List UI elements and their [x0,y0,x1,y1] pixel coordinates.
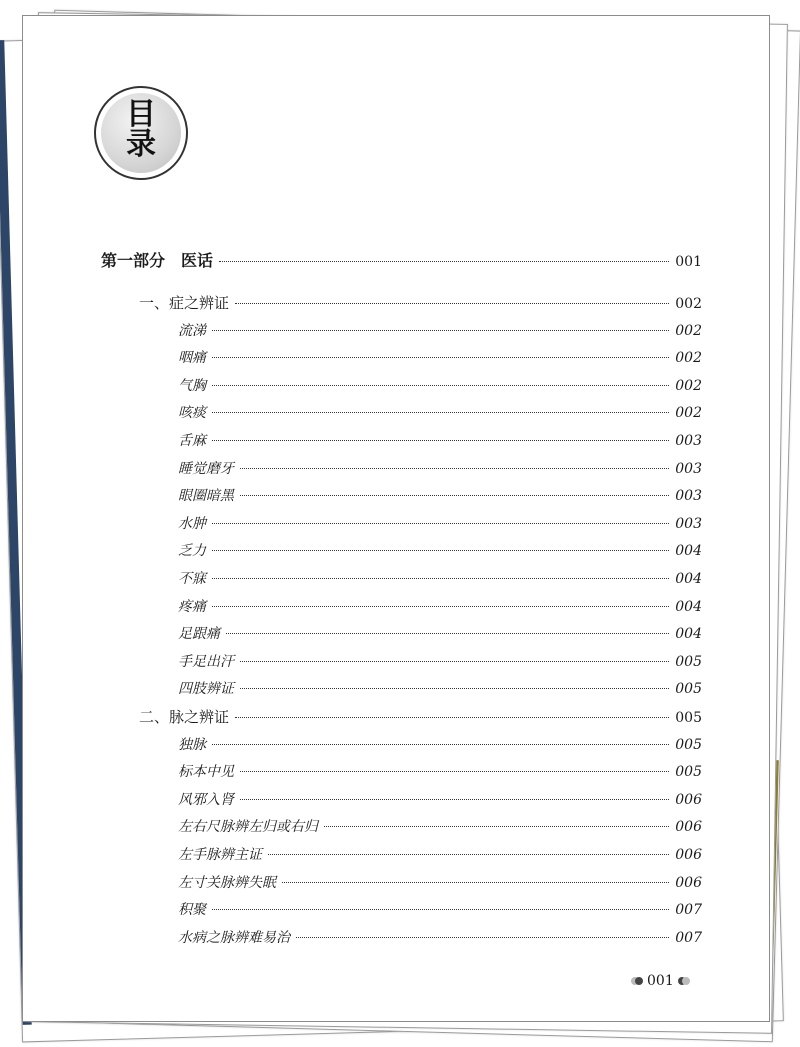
toc-entry-row[interactable] [178,568,702,588]
toc-entry-label: 二、脉之辨证 [139,708,230,726]
dot-leader [219,261,669,262]
toc-entry-row[interactable] [178,651,702,671]
toc-entry-label: 疼痛 [178,598,206,615]
ornament-icon [678,976,690,986]
toc-entry-label: 标本中见 [178,764,234,781]
toc-page-number: 001 [675,254,702,270]
toc-page-number: 006 [675,874,702,891]
toc-page-number: 003 [675,460,702,477]
toc-entry-row[interactable] [178,513,702,533]
dot-leader [240,799,669,800]
toc-page-number: 003 [675,433,702,449]
toc-page-number: 007 [675,929,702,946]
toc-page-number: 005 [675,764,702,781]
emblem-char-2: 录 [126,127,156,162]
toc-entry-row[interactable] [178,844,702,864]
toc-page-number: 004 [675,571,702,587]
toc-entry-row[interactable] [178,872,702,892]
toc-entry-label: 气胸 [178,377,206,394]
toc-page [22,15,770,1022]
toc-entry-label: 左手脉辨主证 [178,847,262,863]
toc-entry-label: 咽痛 [178,350,206,367]
dot-leader [324,826,669,827]
dot-leader [212,606,669,607]
toc-entry-row[interactable] [178,430,702,450]
toc-entry-label: 手足出汗 [178,653,234,670]
dot-leader [212,385,669,386]
toc-page-number: 002 [675,405,702,422]
toc-entry-label: 睡觉磨牙 [178,460,234,477]
toc-entry-label: 水病之脉辨难易治 [178,929,290,946]
dot-leader [240,771,669,772]
footer-page-number: 001 [647,973,674,989]
dot-leader [212,412,669,413]
toc-page-number: 004 [675,543,702,560]
toc-entry-row[interactable] [178,320,702,340]
toc-entry-row[interactable] [178,734,702,754]
table-of-contents [23,16,769,1021]
toc-page-number: 003 [675,515,702,532]
toc-entry-label: 四肢辨证 [178,681,234,698]
toc-entry-row[interactable] [178,899,702,919]
toc-section-row[interactable] [139,706,702,727]
toc-entry-row[interactable] [178,375,702,395]
toc-entry-label: 流涕 [178,322,206,339]
toc-page-number: 004 [675,598,702,615]
dot-leader [212,550,669,551]
dot-leader [235,717,669,718]
toc-page-number: 006 [675,791,702,808]
toc-entry-row[interactable] [178,596,702,616]
toc-page-number: 005 [675,681,702,698]
dot-leader [212,523,669,524]
toc-part-label: 第一部分 医话 [101,251,214,270]
toc-entry-row[interactable] [178,816,702,836]
dot-leader [296,937,669,938]
toc-page-number: 005 [675,736,702,753]
toc-entry-label: 足跟痛 [178,626,220,643]
toc-page-number: 005 [675,710,702,726]
toc-entry-label: 一、症之辨证 [139,294,230,312]
toc-entry-row[interactable] [178,485,702,505]
toc-entry-row[interactable] [178,458,702,478]
toc-part-row[interactable] [101,248,702,271]
page-footer [631,973,690,989]
emblem-char-1: 目 [126,97,156,132]
toc-entry-label: 左寸关脉辨失眠 [178,874,276,891]
toc-page-number: 003 [675,488,702,505]
toc-entry-row[interactable] [178,623,702,643]
dot-leader [240,688,669,689]
toc-entry-label: 乏力 [178,543,206,560]
toc-entry-row[interactable] [178,927,702,947]
toc-entry-row[interactable] [178,402,702,422]
toc-entry-label: 积聚 [178,902,206,919]
toc-page-number: 004 [675,626,702,643]
dot-leader [212,578,669,579]
dot-leader [240,495,669,496]
toc-section-row[interactable] [139,292,702,313]
dot-leader [240,468,669,469]
dot-leader [226,633,669,634]
toc-page-number: 002 [675,296,702,312]
dot-leader [282,882,669,883]
toc-entry-row[interactable] [178,761,702,781]
toc-entry-label: 风邪入肾 [178,791,234,808]
toc-page-number: 002 [675,350,702,367]
toc-entry-label: 水肿 [178,515,206,532]
toc-page-number: 007 [675,902,702,919]
dot-leader [235,303,669,304]
toc-entry-label: 左右尺脉辨左归或右归 [178,819,318,836]
toc-entry-label: 独脉 [178,736,206,753]
toc-entry-row[interactable] [178,678,702,698]
toc-entry-row[interactable] [178,347,702,367]
toc-entry-row[interactable] [178,789,702,809]
dot-leader [212,744,669,745]
dot-leader [268,854,669,855]
toc-entry-label: 舌麻 [178,433,206,449]
toc-page-number: 002 [675,377,702,394]
dot-leader [212,330,669,331]
toc-page-number: 005 [675,653,702,670]
dot-leader [212,440,669,441]
toc-page-number: 002 [675,322,702,339]
dot-leader [212,357,669,358]
toc-entry-label: 不寐 [178,571,206,587]
toc-entry-label: 咳痰 [178,405,206,422]
dot-leader [240,661,669,662]
ornament-icon [631,976,643,986]
dot-leader [212,909,669,910]
toc-entry-label: 眼圈暗黑 [178,488,234,505]
toc-page-number: 006 [675,847,702,863]
toc-page-number: 006 [675,819,702,836]
toc-entry-row[interactable] [178,540,702,560]
